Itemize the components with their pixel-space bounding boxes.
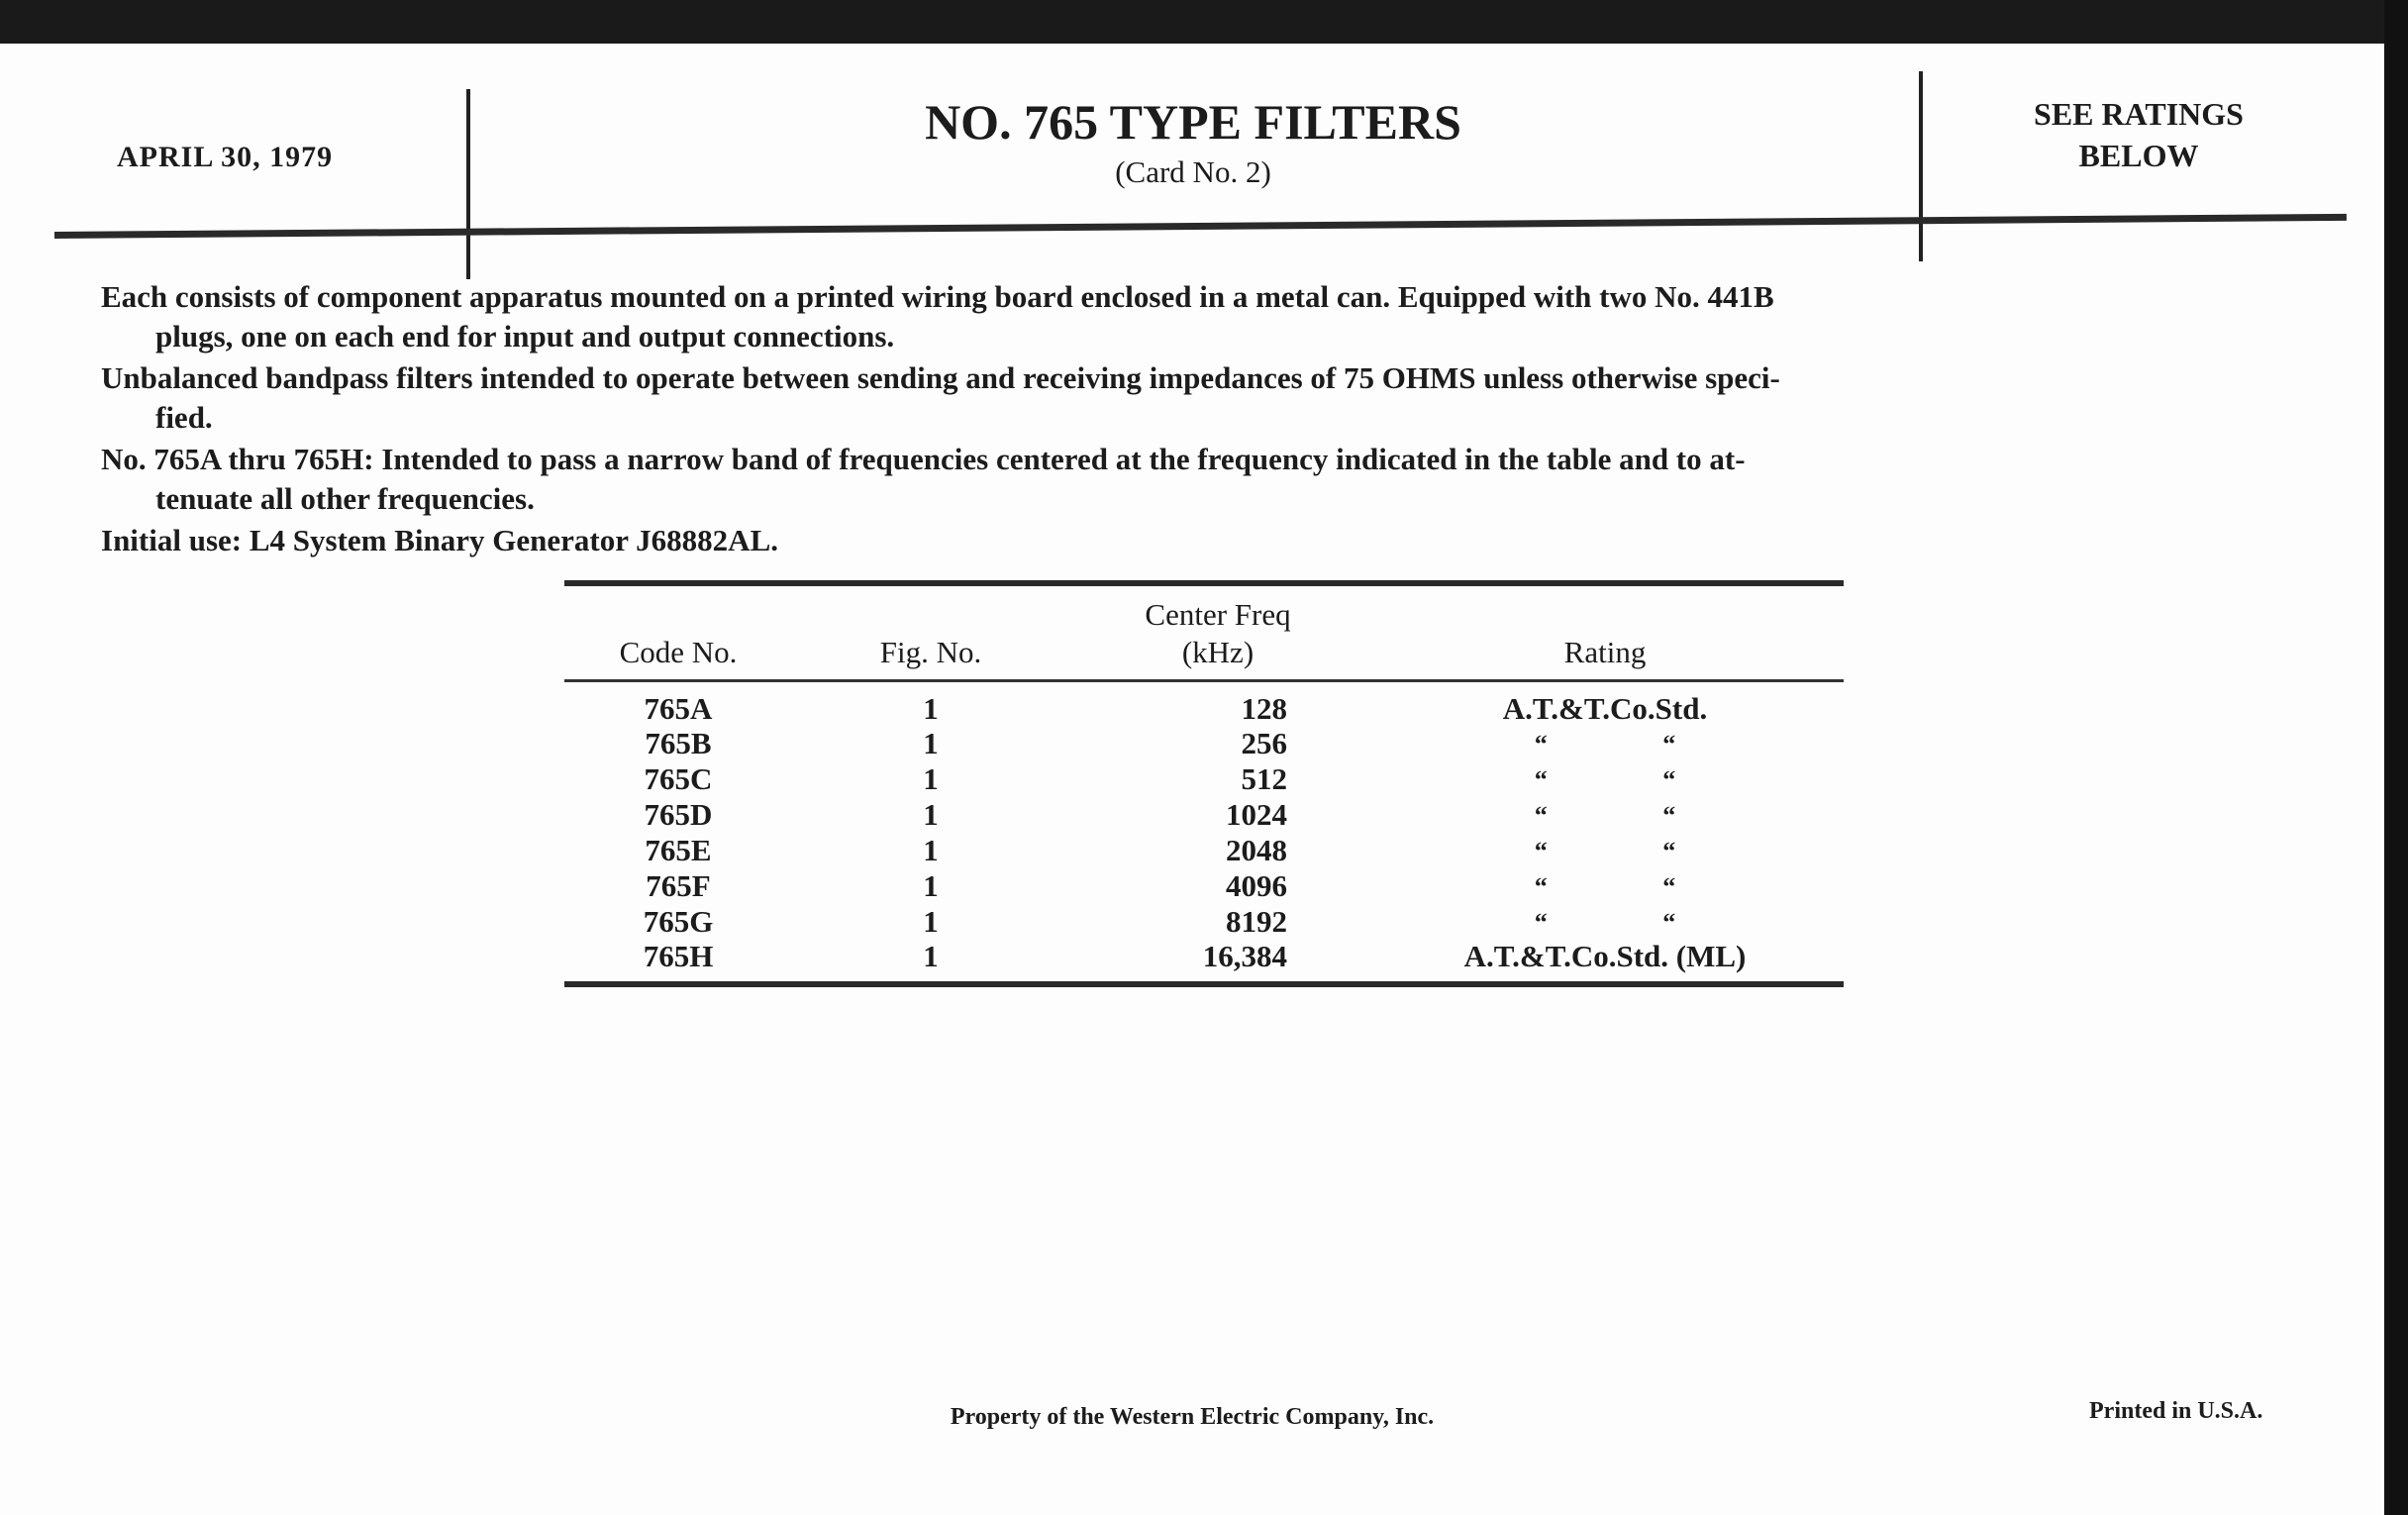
- description-paragraph-1: [101, 277, 2309, 356]
- rating-cell: [1366, 833, 1844, 868]
- freq-cell: 128: [1241, 691, 1287, 726]
- p2-line2: fied.: [155, 400, 213, 435]
- header-divider-left: [466, 89, 470, 279]
- rating-cell: [1366, 904, 1844, 940]
- ratings-note: [1960, 93, 2317, 176]
- p3-line2: tenuate all other frequencies.: [155, 481, 535, 516]
- p3-line1: No. 765A thru 765H: Intended to pass a narrow band of frequencies centered at the frequency indicated in the table and to at-: [101, 442, 1746, 476]
- code-cell: 765G: [643, 904, 714, 939]
- rating-cell: [1366, 692, 1844, 726]
- p1-line2: plugs, one on each end for input and output connections.: [155, 319, 895, 354]
- fig-cell: 1: [923, 691, 939, 726]
- card-edge-shadow: [2384, 0, 2408, 1515]
- code-cell: 765C: [644, 761, 713, 796]
- card-content: [101, 277, 2309, 987]
- rating-text: A.T.&T.Co.Std.: [1502, 691, 1708, 726]
- header-rule: [54, 214, 2347, 239]
- ditto-marks: “ “: [1534, 765, 1676, 794]
- code-cell: 765H: [643, 939, 714, 973]
- fig-cell: 1: [923, 797, 939, 832]
- filter-table-frame: [564, 580, 1844, 987]
- freq-cell: 2048: [1226, 833, 1287, 867]
- card-date: APRIL 30, 1979: [117, 141, 334, 173]
- rating-cell: [1366, 797, 1844, 833]
- ditto-marks: “ “: [1534, 872, 1676, 901]
- rating-text: A.T.&T.Co.Std. (ML): [1463, 939, 1747, 973]
- table-row: [564, 904, 1844, 940]
- card-title: NO. 765 TYPE FILTERS: [925, 94, 1461, 150]
- code-cell: 765E: [645, 833, 712, 867]
- catalog-card: [0, 44, 2384, 1515]
- rating-cell: [1366, 726, 1844, 761]
- ratings-line2: BELOW: [2078, 138, 2199, 173]
- freq-cell: 256: [1241, 726, 1287, 760]
- freq-cell: 8192: [1226, 904, 1287, 939]
- fig-cell: 1: [923, 726, 939, 760]
- freq-cell: 4096: [1226, 868, 1287, 903]
- description-paragraph-4: Initial use: L4 System Binary Generator J68882AL.: [101, 523, 778, 557]
- card-subtitle: (Card No. 2): [1115, 154, 1271, 189]
- table-row: [564, 833, 1844, 868]
- table-header-row: [564, 586, 1844, 681]
- table-row: [564, 761, 1844, 797]
- table-row: [564, 692, 1844, 726]
- fig-cell: 1: [923, 904, 939, 939]
- rating-cell: [1366, 761, 1844, 797]
- fig-cell: 1: [923, 833, 939, 867]
- header-divider-right: [1919, 71, 1923, 261]
- table-row: [564, 940, 1844, 973]
- freq-cell: 1024: [1226, 797, 1287, 832]
- fig-cell: 1: [923, 939, 939, 973]
- col-fig: Fig. No.: [879, 635, 982, 669]
- fig-cell: 1: [923, 868, 939, 903]
- ditto-marks: “ “: [1534, 801, 1676, 830]
- col-freq-line1: Center Freq: [1145, 597, 1291, 632]
- rating-cell: [1366, 868, 1844, 904]
- ditto-marks: “ “: [1534, 908, 1676, 937]
- ratings-line1: SEE RATINGS: [2034, 96, 2244, 132]
- code-cell: 765D: [644, 797, 713, 832]
- printed-in-usa: Printed in U.S.A.: [2089, 1398, 2263, 1424]
- code-cell: 765A: [644, 691, 713, 726]
- ditto-marks: “ “: [1534, 837, 1676, 865]
- table-row: [564, 726, 1844, 761]
- filter-table: [564, 586, 1844, 973]
- col-freq: [1069, 586, 1366, 681]
- freq-cell: 16,384: [1202, 939, 1287, 973]
- table-row: [564, 868, 1844, 904]
- freq-cell: 512: [1241, 761, 1287, 796]
- col-code: Code No.: [619, 635, 738, 669]
- description-paragraph-3: [101, 440, 2309, 519]
- code-cell: 765B: [645, 726, 712, 760]
- rating-cell: [1366, 940, 1844, 973]
- ditto-marks: “ “: [1534, 730, 1676, 758]
- code-cell: 765F: [646, 868, 711, 903]
- description-paragraph-2: [101, 358, 2309, 438]
- p1-line1: Each consists of component apparatus mounted on a printed wiring board enclosed in a metal can. Equipped with two No. 441B: [101, 279, 1774, 314]
- property-notice: Property of the Western Electric Company, Inc.: [950, 1404, 1435, 1430]
- table-row: [564, 797, 1844, 833]
- col-rating: Rating: [1563, 635, 1647, 669]
- p2-line1: Unbalanced bandpass filters intended to operate between sending and receiving impedances of 75 OHMS unless otherwise speci-: [101, 360, 1780, 395]
- fig-cell: 1: [923, 761, 939, 796]
- col-freq-line2: (kHz): [1181, 635, 1254, 669]
